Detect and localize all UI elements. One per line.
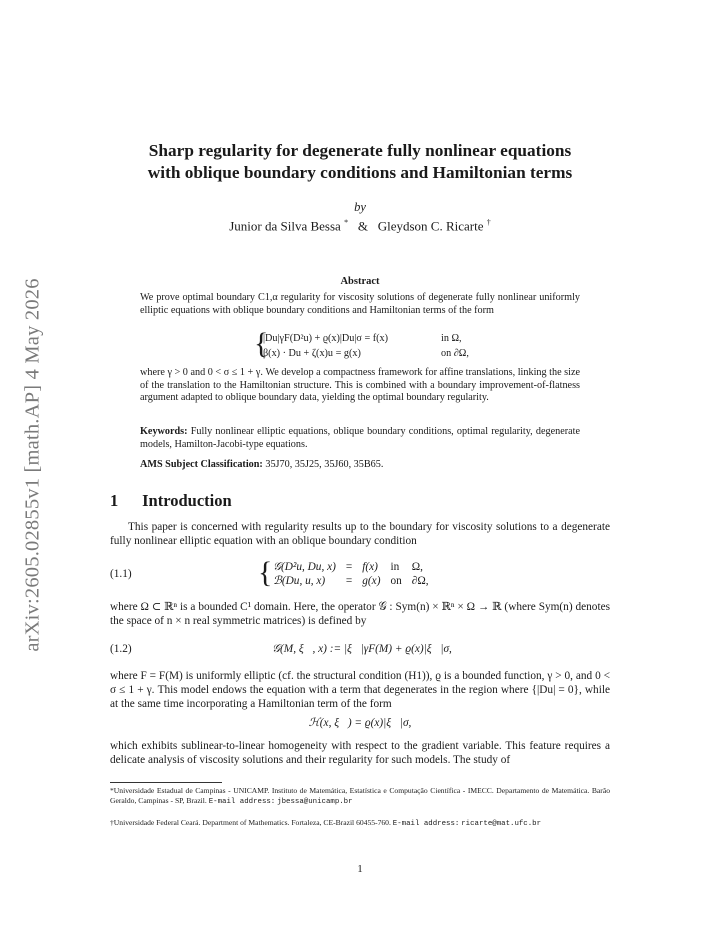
eq-domain-word: in xyxy=(390,561,400,573)
equation-1-1-rows xyxy=(268,560,434,588)
left-brace: { xyxy=(254,327,269,360)
eq-relation: = xyxy=(345,575,353,587)
abstract-equation-system xyxy=(254,327,469,361)
by-line: by xyxy=(354,200,366,214)
eq-rhs: f(x) xyxy=(362,561,378,573)
eq-domain-word: on xyxy=(390,575,402,587)
author-2: Gleydson C. Ricarte xyxy=(377,218,484,234)
system-row-2-lhs: β(x) · Du + ζ(x)u = g(x) xyxy=(263,348,361,359)
abstract-paragraph-2: where γ > 0 and 0 < σ ≤ 1 + γ. We develop a compactness framework for affine translations, linking the size of the translation to the Hamiltonian structure. This is combined with a boundary improvement-of-flatness argument adapted to oblique boundary data, yielding the optimal boundary regularity. xyxy=(140,367,580,404)
ams-label: AMS Subject Classification: xyxy=(140,459,263,470)
eq-rhs: g(x) xyxy=(362,575,381,587)
hamiltonian-equation: ℋ(x, ξ⃗) = ϱ(x)|ξ⃗|σ, xyxy=(308,717,412,729)
system-row-1-domain: in Ω, xyxy=(441,333,462,344)
ams-codes: 35J70, 35J25, 35J60, 35B65. xyxy=(265,459,384,470)
footnote-2-text: †Universidade Federal Ceará. Department of Mathematics. Fortaleza, CE-Brazil 60455-760. xyxy=(110,818,391,827)
abstract-heading: Abstract xyxy=(340,276,380,287)
intro-paragraph-3: where F = F(M) is uniformly elliptic (cf. the structural condition (H1)), ϱ is a bounded function, γ > 0, and 0 < σ ≤ 1 + γ. This model endows the equation with a term that degenerates in the region where {|Du| = 0}, while at the same time incorporating a Hamiltonian term of the form xyxy=(110,670,610,710)
intro-paragraph-4: which exhibits sublinear-to-linear homogeneity with respect to the gradient variable. This feature requires a delicate analysis of viscosity solutions and their regularity for such models. The study of xyxy=(110,740,610,766)
arxiv-identifier xyxy=(18,250,48,680)
section-title: Introduction xyxy=(142,491,232,510)
system-row-1-lhs: |Du|γF(D²u) + ϱ(x)|Du|σ = f(x) xyxy=(263,333,389,344)
section-number: 1 xyxy=(110,491,119,510)
footnote-2-email-label: E-mail address: xyxy=(392,820,460,828)
authors xyxy=(100,218,620,234)
abstract-paragraph-1: We prove optimal boundary C1,α regularity for viscosity solutions of degenerate fully nonlinear uniformly elliptic equations with oblique boundary conditions and Hamiltonian terms of the form xyxy=(140,292,580,316)
ams-classification xyxy=(140,459,580,472)
eq-domain: ∂Ω, xyxy=(411,575,429,587)
equation-number-1-2: (1.2) xyxy=(110,643,132,655)
intro-paragraph-1: This paper is concerned with regularity results up to the boundary for viscosity solutions to a degenerate fully nonlinear elliptic equation with an oblique boundary condition xyxy=(110,521,610,547)
author-separator: & xyxy=(357,218,368,234)
left-brace: { xyxy=(258,556,273,589)
author-2-mark: † xyxy=(486,218,491,227)
author-1-mark: * xyxy=(344,218,349,227)
arxiv-identifier-text: arXiv:2605.02855v1 [math.AP] 4 May 2026 xyxy=(21,278,44,652)
eq-lhs: ℬ(Du, u, x) xyxy=(273,575,326,587)
eq-lhs: 𝒢(D²u, Du, x) xyxy=(273,561,336,573)
keywords-text: Fully nonlinear elliptic equations, oblique boundary conditions, optimal regularity, degenerate models, Hamilton-Jacobi-type equations. xyxy=(140,426,580,450)
equation-1-1 xyxy=(258,556,429,589)
intro-paragraph-2: where Ω ⊂ ℝⁿ is a bounded C¹ domain. Here, the operator 𝒢 : Sym(n) × ℝⁿ × Ω → ℝ (where Sym(n) denotes the space of n × n real symmetric matrices) is defined by xyxy=(110,601,610,627)
equation-number-1-1: (1.1) xyxy=(110,568,132,580)
footnote-1-text: *Universidade Estadual de Campinas - UNICAMP. Instituto de Matemática, Estatística e Computação Científica - IMECC. Departamento de Matemática. Barão Geraldo, Campinas - SP, Brazil. xyxy=(110,786,610,806)
footnote-2-email[interactable]: ricarte@mat.ufc.br xyxy=(461,820,542,828)
keywords-label: Keywords: xyxy=(140,426,188,437)
system-row-2-domain: on ∂Ω, xyxy=(441,348,469,359)
footnote-1-email[interactable]: jbessa@unicamp.br xyxy=(277,798,353,807)
keywords xyxy=(140,426,580,451)
author-1: Junior da Silva Bessa xyxy=(229,218,341,234)
equation-1-1-row-1 xyxy=(268,560,434,574)
page-number: 1 xyxy=(357,863,363,875)
eq-domain: Ω, xyxy=(411,561,423,573)
footnote-1 xyxy=(110,786,610,808)
footnote-rule xyxy=(110,782,222,783)
eq-relation: = xyxy=(345,561,353,573)
paper-title xyxy=(100,140,620,184)
section-heading xyxy=(110,491,232,511)
title-line-2: with oblique boundary conditions and Hamiltonian terms xyxy=(147,163,573,182)
system-row-2 xyxy=(263,346,469,361)
footnote-2 xyxy=(110,818,610,829)
equation-1-2: 𝒢(M, ξ⃗, x) := |ξ⃗|γF(M) + ϱ(x)|ξ⃗|σ, xyxy=(272,643,452,655)
title-line-1: Sharp regularity for degenerate fully nonlinear equations xyxy=(148,141,572,160)
system-row-1 xyxy=(263,331,462,346)
footnote-1-email-label: E-mail address: xyxy=(208,798,276,807)
equation-1-1-row-2 xyxy=(268,574,434,588)
